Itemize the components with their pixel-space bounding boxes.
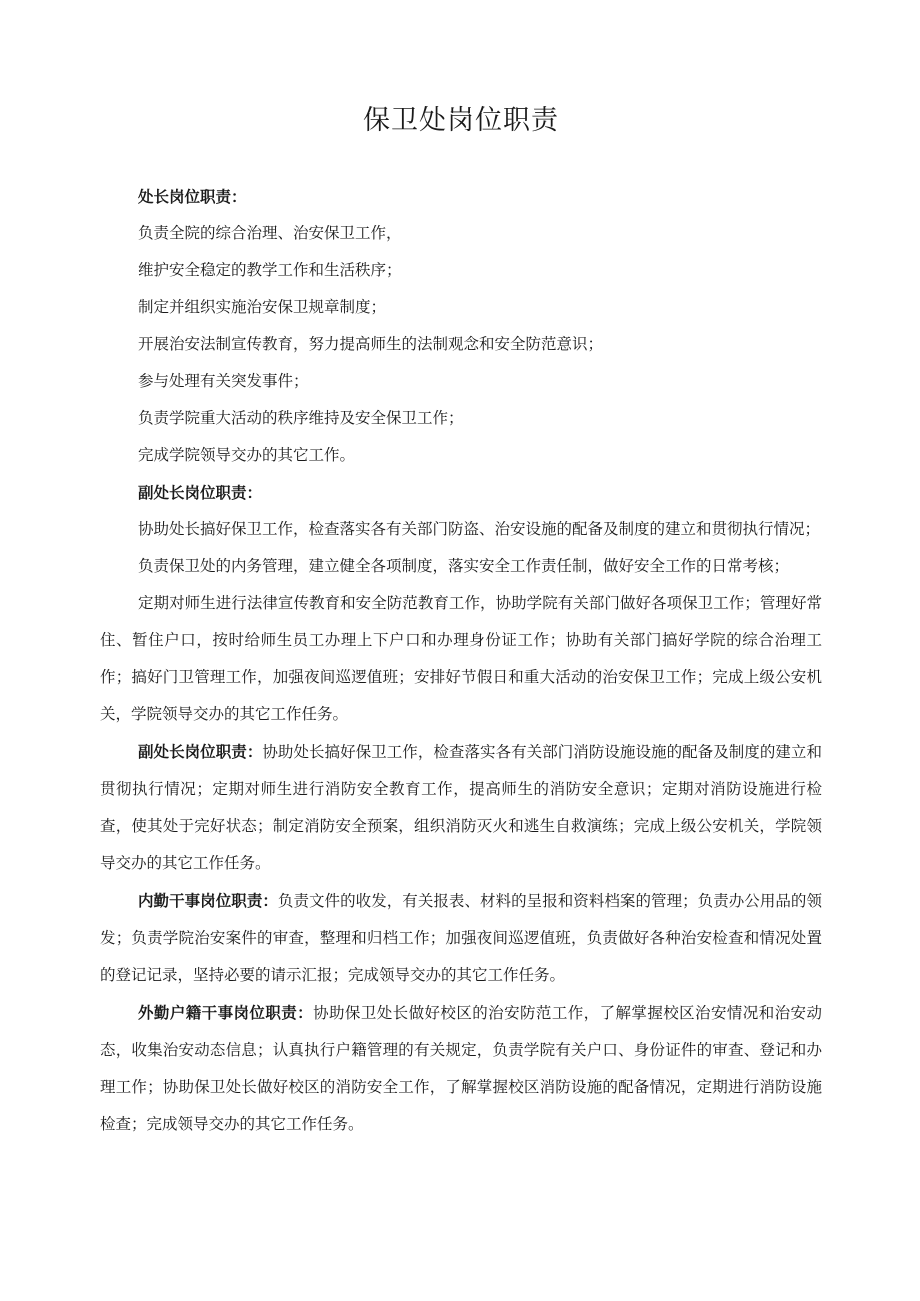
section-heading-field-registry-clerk: 外勤户籍干事岗位职责： [138,1003,314,1022]
paragraph-field-registry-clerk [100,994,822,1143]
document-body [100,178,822,1143]
paragraph-office-clerk [100,882,822,994]
list-item: 参与处理有关突发事件； [138,372,309,390]
section-heading-deputy-director-fire: 副处长岗位职责： [138,742,263,761]
paragraph-deputy-director-fire [100,733,822,882]
paragraph-text: 协助保卫处长做好校区的治安防范工作，了解掌握校区治安情况和治安动态，收集治安动态信息；认真执行户籍管理的有关规定，负责学院有关户口、身份证件的审查、登记和办理工作；协助保卫处长做好校区的消防安全工作，了解掌握校区消防设施的配备情况，定期进行消防设施检查；完成领导交办的其它工作任务。 [100,1004,822,1133]
paragraph: 负责保卫处的内务管理，建立健全各项制度，落实安全工作责任制，做好安全工作的日常考核； [138,557,790,575]
paragraph-text: 协助处长搞好保卫工作，检查落实各有关部门消防设施设施的配备及制度的建立和贯彻执行情况；定期对师生进行消防安全教育工作，提高师生的消防安全意识；定期对消防设施进行检查，使其处于完好状态；制定消防安全预案，组织消防灭火和逃生自救演练；完成上级公安机关，学院领导交办的其它工作任务。 [100,743,822,872]
list-item: 负责学院重大活动的秩序维持及安全保卫工作； [138,409,464,427]
paragraph-text: 负责文件的收发，有关报表、材料的呈报和资料档案的管理；负责办公用品的领发；负责学院治安案件的审查，整理和归档工作；加强夜间巡逻值班，负责做好各种治安检查和情况处置的登记记录，坚持必要的请示汇报；完成领导交办的其它工作任务。 [100,892,822,984]
document-title: 保卫处岗位职责 [363,105,559,136]
list-item: 维护安全稳定的教学工作和生活秩序； [138,261,402,279]
paragraph: 定期对师生进行法律宣传教育和安全防范教育工作，协助学院有关部门做好各项保卫工作；管理好常住、暂住户口，按时给师生员工办理上下户口和办理身份证工作；协助有关部门搞好学院的综合治理工作；搞好门卫管理工作，加强夜间巡逻值班；安排好节假日和重大活动的治安保卫工作；完成上级公安机关，学院领导交办的其它工作任务。 [100,594,822,723]
list-item: 制定并组织实施治安保卫规章制度； [138,298,387,316]
list-item: 负责全院的综合治理、治安保卫工作， [138,224,402,242]
section-heading-deputy-director: 副处长岗位职责： [138,483,263,502]
list-item: 开展治安法制宣传教育，努力提高师生的法制观念和安全防范意识； [138,335,604,353]
section-heading-director: 处长岗位职责： [138,187,247,206]
section-heading-office-clerk: 内勤干事岗位职责： [138,891,278,910]
list-item: 完成学院领导交办的其它工作。 [138,446,356,464]
paragraph: 协助处长搞好保卫工作，检查落实各有关部门防盗、治安设施的配备及制度的建立和贯彻执行情况； [138,520,821,538]
